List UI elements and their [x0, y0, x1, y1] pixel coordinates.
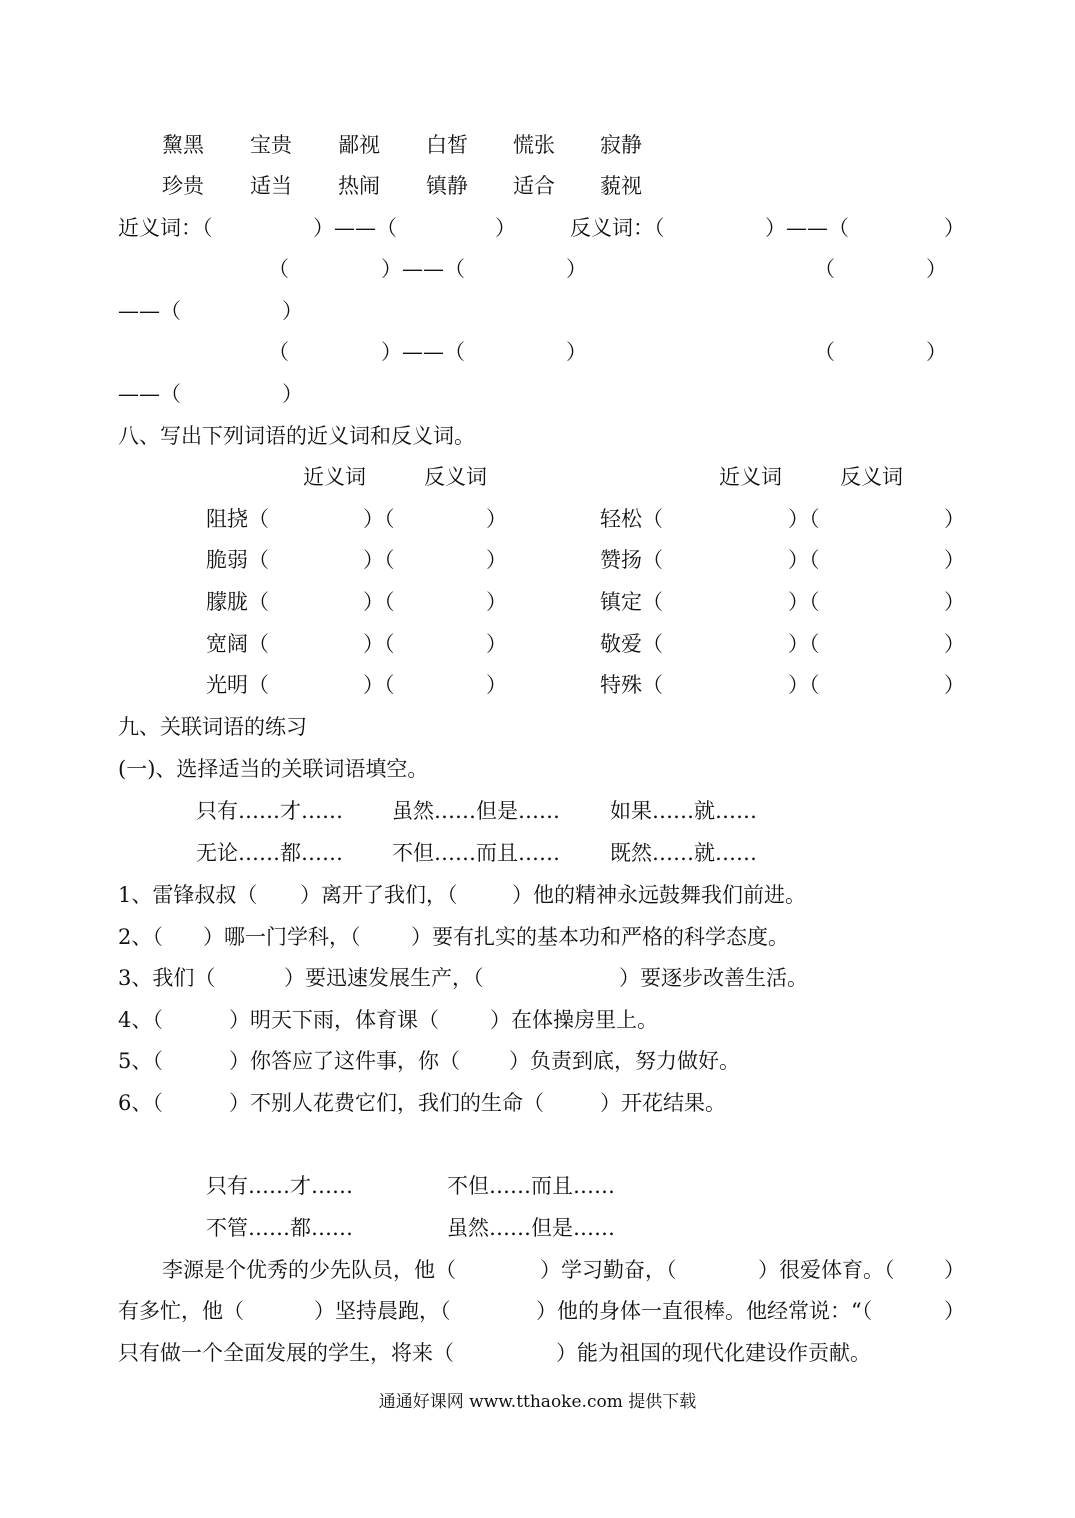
close-paren: ）: [381, 257, 402, 281]
open-paren: （: [814, 257, 835, 281]
sec8-mid: ）（: [363, 632, 395, 656]
q-part: ）开花结果。: [600, 1091, 726, 1115]
word: 慌张: [513, 133, 555, 157]
open-paren: （: [268, 340, 289, 364]
col-anti-left: 反义词: [424, 465, 487, 489]
col-anti-right: 反义词: [840, 465, 903, 489]
sec8-end: ）: [944, 673, 965, 697]
option: 不但……而且……: [392, 841, 560, 865]
q-part: ）要迅速发展生产，（: [284, 966, 484, 990]
close-paren: ）: [495, 216, 516, 240]
para-part: ）很爱体育。（: [758, 1258, 895, 1282]
close-paren: ）: [381, 340, 402, 364]
dash-open-paren: ——（: [334, 216, 397, 240]
col-near-right: 近义词: [719, 465, 782, 489]
close-paren: ）: [944, 216, 965, 240]
word: 镇静: [426, 174, 468, 198]
word: 适当: [250, 174, 292, 198]
sec8-word: 宽阔（: [206, 632, 269, 656]
para-part: 只有做一个全面发展的学生，将来（: [118, 1341, 454, 1365]
word: 鄙视: [338, 133, 380, 157]
close-paren: ）: [282, 382, 303, 406]
q-part: 2、（: [118, 925, 163, 949]
jinyi-label: 近义词：（: [118, 216, 213, 240]
para-part: 有多忙，他（: [118, 1299, 244, 1323]
close-paren: ）: [926, 340, 947, 364]
option: 如果……就……: [610, 799, 757, 823]
close-paren: ）: [566, 257, 587, 281]
para-part: ）学习勤奋，（: [540, 1258, 677, 1282]
q-part: ）哪一门学科，（: [203, 925, 361, 949]
dash-open-paren: ——（: [118, 299, 181, 323]
q-part: ）你答应了这件事，你（: [229, 1049, 460, 1073]
sec8-word: 阻挠（: [206, 507, 269, 531]
word: 珍贵: [162, 174, 204, 198]
q-part: ）他的精神永远鼓舞我们前进。: [512, 883, 806, 907]
sec8-word: 镇定（: [600, 590, 663, 614]
close-paren: ）: [765, 216, 786, 240]
close-paren: ）: [566, 340, 587, 364]
para-part: ）: [944, 1258, 965, 1282]
dash-open-paren: ——（: [402, 257, 465, 281]
open-paren: （: [268, 257, 289, 281]
q-part: ）要有扎实的基本功和严格的科学态度。: [411, 925, 789, 949]
q-part: 6、（: [118, 1091, 163, 1115]
sec8-mid: ）（: [788, 548, 820, 572]
sec8-end: ）: [486, 507, 507, 531]
sec8-mid: ）（: [788, 590, 820, 614]
sec8-end: ）: [486, 590, 507, 614]
sec8-mid: ）（: [788, 632, 820, 656]
close-paren: ）: [926, 257, 947, 281]
option: 不但……而且……: [447, 1174, 615, 1198]
dash-open-paren: ——（: [402, 340, 465, 364]
para-part: ）: [944, 1299, 965, 1323]
q-part: ）要逐步改善生活。: [619, 966, 808, 990]
para-part: ）他的身体一直很棒。他经常说：“（: [536, 1299, 873, 1323]
sec8-end: ）: [944, 590, 965, 614]
section-8-title: 八、写出下列词语的近义词和反义词。: [118, 424, 475, 448]
para-part: ）坚持晨跑，（: [314, 1299, 451, 1323]
sec8-mid: ）（: [788, 507, 820, 531]
word: 热闹: [338, 174, 380, 198]
word: 宝贵: [250, 133, 292, 157]
close-paren: ）: [313, 216, 334, 240]
sec8-end: ）: [944, 507, 965, 531]
word: 适合: [513, 174, 555, 198]
q-part: 4、（: [118, 1008, 163, 1032]
sec8-mid: ）（: [363, 673, 395, 697]
sec8-word: 朦胧（: [206, 590, 269, 614]
option: 虽然……但是……: [392, 799, 560, 823]
section-9-title: 九、关联词语的练习: [118, 715, 307, 739]
option: 只有……才……: [196, 799, 343, 823]
sec8-word: 赞扬（: [600, 548, 663, 572]
dash-open-paren: ——（: [118, 382, 181, 406]
footer: 通通好课网 www.tthaoke.com 提供下载: [378, 1392, 697, 1412]
word: 黧黑: [162, 133, 204, 157]
para-part: 李源是个优秀的少先队员，他（: [162, 1258, 456, 1282]
sec8-end: ）: [944, 632, 965, 656]
option: 只有……才……: [206, 1174, 353, 1198]
q-part: ）离开了我们，（: [300, 883, 458, 907]
sec8-end: ）: [486, 548, 507, 572]
sec8-end: ）: [486, 632, 507, 656]
q-part: 1、雷锋叔叔（: [118, 883, 258, 907]
q-part: 5、（: [118, 1049, 163, 1073]
option: 虽然……但是……: [447, 1216, 615, 1240]
section-9-sub1: (一)、选择适当的关联词语填空。: [118, 757, 429, 781]
sec8-mid: ）（: [363, 548, 395, 572]
sec8-word: 敬爱（: [600, 632, 663, 656]
sec8-mid: ）（: [363, 507, 395, 531]
word: 寂静: [600, 133, 642, 157]
sec8-end: ）: [944, 548, 965, 572]
option: 不管……都……: [206, 1216, 353, 1240]
col-near-left: 近义词: [303, 465, 366, 489]
q-part: ）在体操房里上。: [490, 1008, 658, 1032]
open-paren: （: [814, 340, 835, 364]
sec8-mid: ）（: [788, 673, 820, 697]
sec8-word: 轻松（: [600, 507, 663, 531]
fanyi-label: 反义词：（: [570, 216, 665, 240]
q-part: ）负责到底，努力做好。: [509, 1049, 740, 1073]
q-part: 3、我们（: [118, 966, 216, 990]
sec8-mid: ）（: [363, 590, 395, 614]
sec8-word: 特殊（: [600, 673, 663, 697]
option: 既然……就……: [610, 841, 757, 865]
option: 无论……都……: [196, 841, 343, 865]
para-part: ）能为祖国的现代化建设作贡献。: [556, 1341, 871, 1365]
close-paren: ）: [282, 299, 303, 323]
word: 白皙: [426, 133, 468, 157]
dash-open-paren: ——（: [786, 216, 849, 240]
sec8-word: 脆弱（: [206, 548, 269, 572]
word: 藐视: [600, 174, 642, 198]
sec8-word: 光明（: [206, 673, 269, 697]
q-part: ）明天下雨，体育课（: [229, 1008, 439, 1032]
q-part: ）不别人花费它们，我们的生命（: [229, 1091, 544, 1115]
sec8-end: ）: [486, 673, 507, 697]
